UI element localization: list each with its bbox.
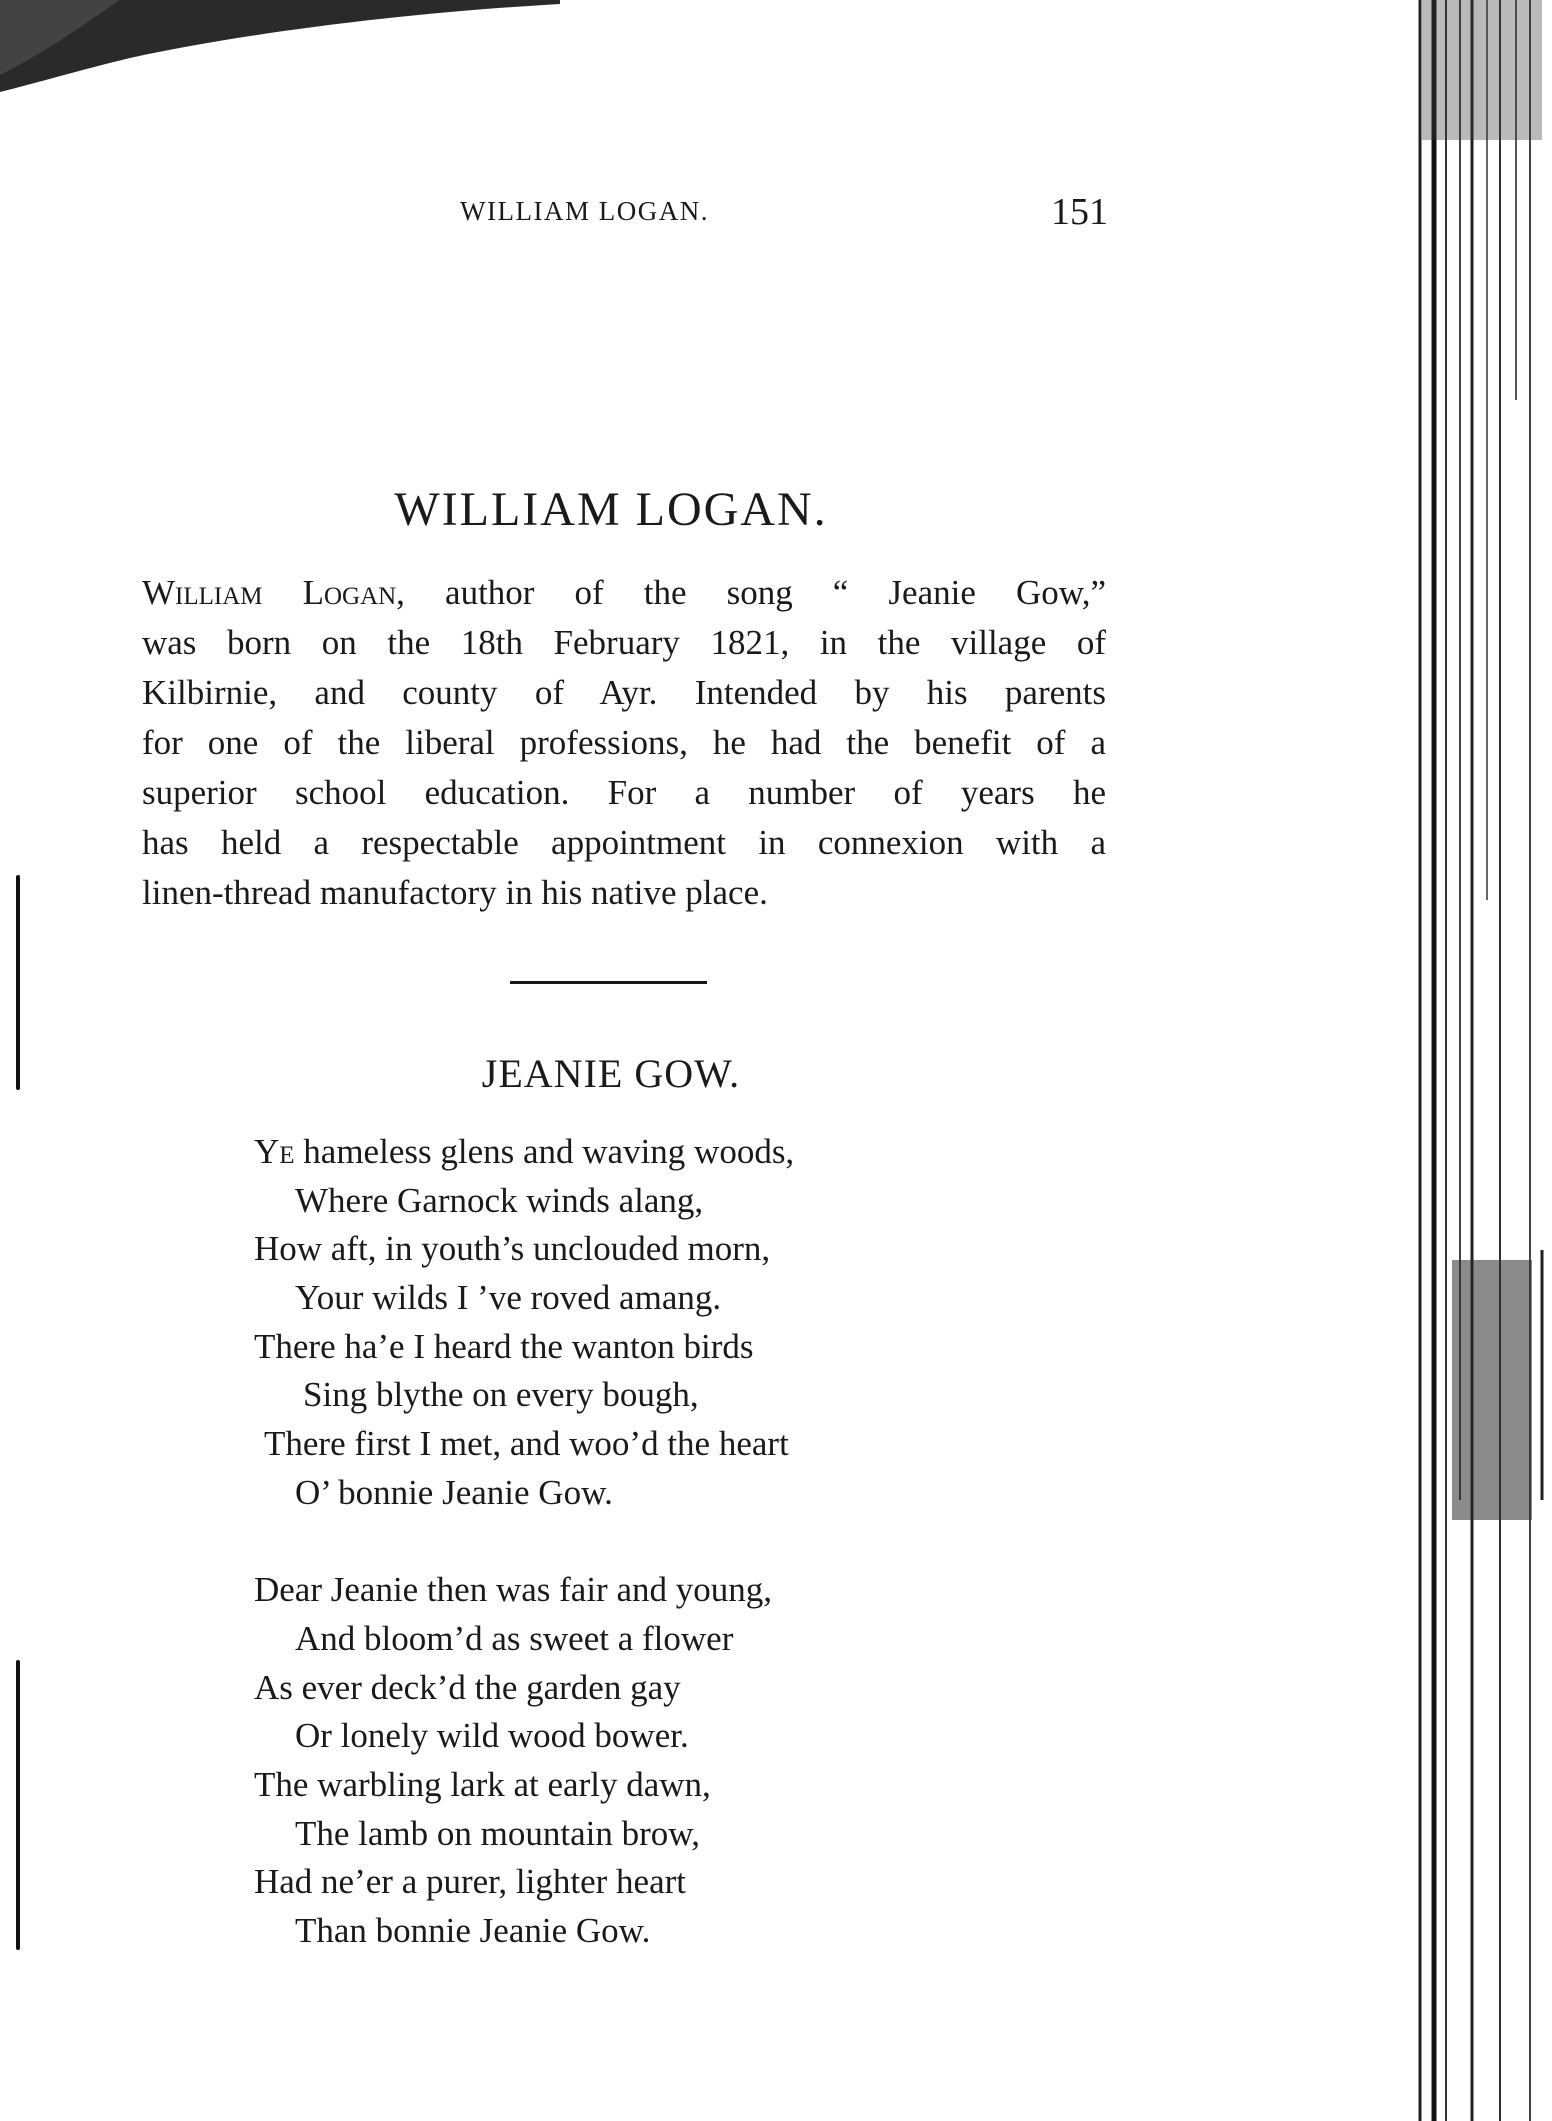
- page-binding-edge: [1412, 0, 1552, 2121]
- bio-line: has held a respectable appointment in connexion with a: [142, 823, 1106, 862]
- poem-verse: Your wilds I ’ve roved amang.: [295, 1278, 722, 1318]
- poem-verse: The warbling lark at early dawn,: [254, 1764, 711, 1804]
- bio-line: Kilbirnie, and county of Ayr. Intended by his parents: [142, 673, 1106, 712]
- poem-title: JEANIE GOW.: [481, 1051, 741, 1096]
- poem-verse: And bloom’d as sweet a flower: [295, 1618, 734, 1658]
- poem-verse: There first I met, and woo’d the heart: [264, 1424, 789, 1464]
- bio-line: was born on the 18th February 1821, in the village of: [142, 623, 1106, 662]
- poem-verse: How aft, in youth’s unclouded morn,: [254, 1229, 771, 1269]
- poem-verse: Where Garnock winds alang,: [295, 1180, 704, 1220]
- poem-verse: As ever deck’d the garden gay: [254, 1667, 681, 1707]
- poem-verse: Than bonnie Jeanie Gow.: [295, 1911, 651, 1950]
- bio-line: linen-thread manufactory in his native place.: [142, 873, 768, 912]
- poem-verse: The lamb on mountain brow,: [295, 1813, 701, 1853]
- left-edge-mark: [16, 1660, 20, 1950]
- bio-line: [142, 568, 1106, 618]
- poem-verse: Or lonely wild wood bower.: [295, 1716, 689, 1756]
- bio-lead-name: William Logan,: [142, 573, 405, 612]
- running-title: WILLIAM LOGAN.: [460, 196, 709, 226]
- article-title: WILLIAM LOGAN.: [394, 483, 828, 536]
- poem-verse: O’ bonnie Jeanie Gow.: [295, 1472, 613, 1512]
- scan-smudge: [0, 0, 560, 95]
- poem-body: [254, 1128, 1014, 1956]
- poem-verse: There ha’e I heard the wanton birds: [254, 1326, 754, 1366]
- bio-line: superior school education. For a number of years he: [142, 773, 1106, 812]
- stanza-gap: [254, 1518, 1014, 1567]
- poem-verse-text: hameless glens and waving woods,: [303, 1132, 795, 1171]
- bio-paragraph: [142, 568, 1106, 918]
- section-divider: [510, 981, 707, 984]
- poem-verse: Dear Jeanie then was fair and young,: [254, 1570, 772, 1610]
- poem-verse: Had ne’er a purer, lighter heart: [254, 1862, 686, 1902]
- poem-first-word: Ye: [254, 1132, 295, 1171]
- poem-verse: Sing blythe on every bough,: [303, 1375, 699, 1415]
- poem-verse: [254, 1128, 1014, 1177]
- bio-line-text: author of the song “ Jeanie Gow,”: [445, 573, 1107, 612]
- bio-line: for one of the liberal professions, he had the benefit of a: [142, 723, 1106, 762]
- page-number: 151: [1051, 191, 1108, 233]
- running-header: [460, 190, 1120, 240]
